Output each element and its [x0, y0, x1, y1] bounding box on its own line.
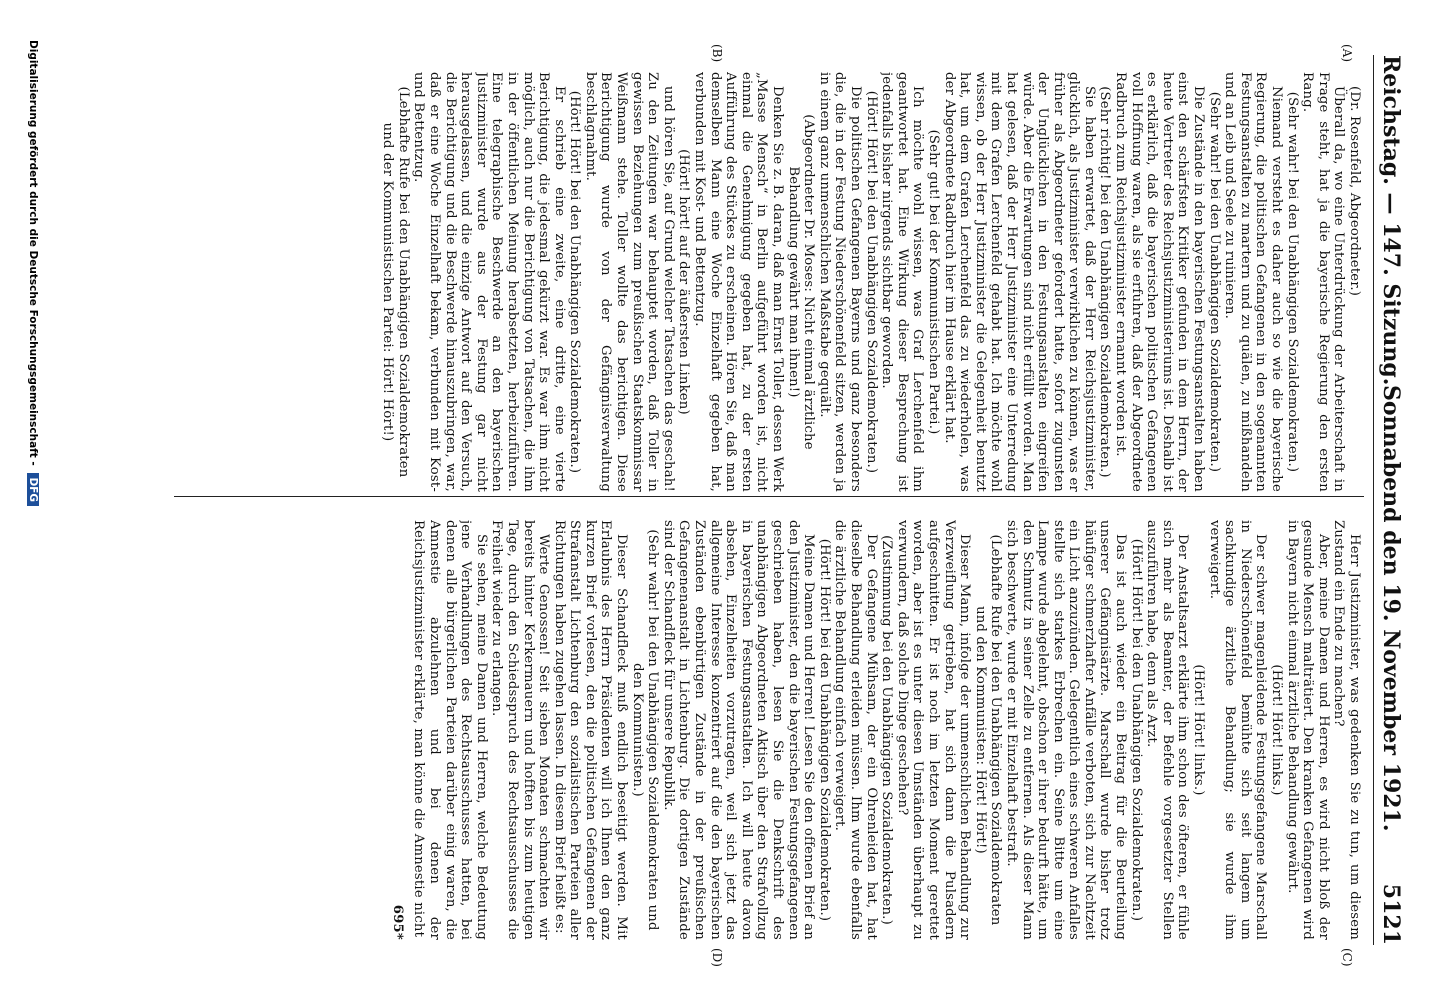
- paragraph: Werte Genossen! Seit sieben Monaten schmachten wir bereits hinter Kerkermauern und hofften bis zum heutigen Tage, durch den Schiedsspruch des Rechtsausschusses die Freiheit wieder zu erlangen.: [489, 520, 552, 940]
- paragraph: Aber, meine Damen und Herren, es wird nicht bloß der gesunde Mensch malträtiert. Den kranken Gefangenen wird in Bayern nicht einmal ärztliche Behandlung gewährt.: [1284, 520, 1331, 940]
- paragraph: Sie sehen, meine Damen und Herren, welche Bedeutung jene Verhandlungen des Rechtsausschusses hatten, bei denen alle bürgerlichen Parteien darüber einig waren, die Amnestie abzulehnen und bei denen der Reichsjustizminister erklärte, man könne die Amnestie nicht: [411, 520, 489, 940]
- paragraph: Das ist auch wieder ein Beitrag für die Beurteilung unserer Gefängnisärzte. Marschall wurde bisher trotz häufiger schmerzhafter Anfälle verboten, sich zur Nachtzeit ein Licht anzuzünden. Gelegentlich eines schweren Anfalles stellte sich starkes Erbrechen ein. Seine Bitte um eine Lampe wurde abgelehnt, obschon er ihrer bedurft hätte, um den Schmutz in seiner Zelle zu entfernen. Als dieser Mann sich beschwerte, wurde er mit Einzelhaft bestraft.: [1003, 520, 1129, 940]
- paragraph: Dieser Mann, infolge der unmenschlichen Behandlung zur Verzweiflung getrieben, hat sich dann die Pulsadern aufgeschnitten. Er ist noch im letzten Moment gerettet worden, aber ist es unter diesen Umständen überhaupt zu verwundern, daß solche Dinge geschehen?: [894, 520, 973, 940]
- paragraph: Die Zustände in den bayerischen Festungsanstalten haben einst den schärfsten Kritiker gefunden in dem Herrn, der heute Vertreter des Reichsjustizministeriums ist. Deshalb ist es erklärlich, daß die bayerischen politischen Gefangenen voll Hoffnung waren, als sie erfuhren, daß der Abgeordnete Radbruch zum Reichsjustizminister ernannt worden ist.: [1113, 72, 1207, 492]
- paragraph: Dieser Schandfleck muß endlich beseitigt werden. Mit Erlaubnis des Herrn Präsidenten will ich Ihnen den ganz kurzen Brief vorlesen, den die politischen Gefangenen der Strafanstalt Lichtenburg den sozialistischen Parteien aller Richtungen haben zugehen lassen. In diesem Brief heißt es:: [551, 520, 630, 940]
- digitization-footer: [27, 40, 39, 1000]
- page-header: [1373, 55, 1406, 945]
- paragraph: Sie haben erwartet, daß der Herr Reichsjustizminister, glücklich, als Justizminister verwirklichen zu können, was er früher als Abgeordneter gefordert hatte, sofort zugunsten der Unglücklichen in den Festungsanstalten eingreifen würde. Aber die Erwartungen sind nicht erfüllt worden. Man hat gelesen, daß der Herr Justizminister eine Unterredung mit dem Grafen Lerchenfeld gehabt hat. Ich möchte wohl wissen, ob der Herr Justizminister die Gelegenheit benutzt hat, um dem Grafen Lerchenfeld das zu wiederholen, was der Abgeordnete Radbruch hier im Hause erklärt hat.: [941, 72, 1097, 492]
- interjection: (Zustimmung bei den Unabhängigen Sozialdemokraten.): [879, 535, 895, 925]
- interjection: (Hört! hört! auf der äußersten Linken): [676, 149, 692, 415]
- interjection: (Sehr wahr! bei den Unabhängigen Sozialdemokraten.): [1284, 91, 1300, 473]
- interjection: (Sehr richtig! bei den Unabhängigen Sozialdemokraten.): [1097, 86, 1113, 478]
- interjection: (Sehr gut! bei der Kommunistischen Partei.): [925, 129, 941, 435]
- dfg-logo: DFG: [27, 473, 39, 506]
- interjection: (Lebhafte Rufe bei den Unabhängigen Sozialdemokraten und den Kommunisten: Hört! Hört!): [972, 534, 1004, 926]
- paragraph: Ich möchte wohl wissen, was Graf Lerchenfeld ihm geantwortet hat. Eine Wirkung dieser Besprechung ist jedenfalls bisher nirgends sichtbar geworden.: [879, 72, 926, 492]
- interjection: (Hört! Hört! bei den Unabhängigen Sozialdemokraten.): [816, 538, 832, 922]
- margin-marker-d: (D): [710, 948, 724, 967]
- interjection: (Hört! Hört! bei den Unabhängigen Sozialdemokraten.): [863, 90, 879, 474]
- interjection: (Hört! Hört! bei den Unabhängigen Sozialdemokraten.): [1128, 538, 1144, 922]
- interjection: (Abgeordneter Dr. Moses: Nicht einmal ärztliche Behandlung gewährt man ihnen!): [785, 114, 817, 450]
- header-left: Reichstag. — 147. Sitzung.: [1378, 55, 1404, 386]
- margin-marker-a: (A): [1340, 44, 1354, 63]
- interjection: (Sehr wahr! bei den Unabhängigen Sozialdemokraten und den Kommunisten.): [629, 529, 661, 931]
- paragraph: Meine Damen und Herren! Lesen Sie den offenen Brief an den Justizminister, den die bayerischen Festungsgefangenen geschrieben haben, lesen Sie die Denkschrift des unabhängigen Abgeordneten Aktisch über den Strafvollzug in bayerischen Festungsanstalten. Ich will heute davon absehen, Einzelheiten vorzutragen, weil sich jetzt das allgemeine Interesse konzentriert auf die den bayerischen Zuständen ebenbürtigen Zustände in der preußischen Gefangenenanstalt in Lichtenburg. Die dortigen Zustände sind der Schandfleck für unsere Republik.: [660, 520, 817, 940]
- paragraph: und hören Sie, auf Grund welcher Tatsachen das geschah! Zu den Zeitungen war behauptet worden, daß Toller in gewissen Beziehungen zum preußischen Staatskommissar Weißmann stehe. Toller wollte das berichtigen. Diese Berichtigung wurde von der Gefängnisverwaltung beschlagnahmt.: [582, 72, 676, 492]
- footer-text: Digitalisierung gefördert durch die Deutsche Forschungsgemeinschaft -: [27, 40, 39, 466]
- column-divider: [174, 496, 1364, 497]
- signature-mark: 695*: [389, 904, 405, 940]
- interjection: (Hört! Hört! links.): [1191, 664, 1207, 796]
- paragraph: Der Anstaltsarzt erklärte ihm schon des öfteren, er fühle sich mehr als Beamter, der Befehle vorgesetzter Stellen auszuführen habe, denn als Arzt.: [1144, 520, 1191, 940]
- paragraph: Der schwer magenleidende Festungsgefangene Marschall in Niederschönenfeld bemühte sich seit langem um sachkundige ärztliche Behandlung; sie wurde ihm verweigert.: [1206, 520, 1269, 940]
- paragraph: Herr Justizminister, was gedenken Sie zu tun, um diesem Zustand ein Ende zu machen?: [1331, 520, 1362, 940]
- margin-marker-c: (C): [1340, 948, 1354, 967]
- interjection: (Sehr wahr! bei den Unabhängigen Sozialdemokraten.): [1206, 91, 1222, 473]
- paragraph: Denken Sie z. B. daran, daß man Ernst Toller, dessen Werk „Masse Mensch“ in Berlin aufgeführt worden ist, nicht einmal die Genehmigung gegeben hat, zu der ersten Aufführung des Stückes zu erscheinen. Hören Sie, daß man demselben Mann eine Woche Einzelhaft gegeben hat, verbunden mit Kost- und Bettentzug.: [692, 72, 786, 492]
- paragraph: Die politischen Gefangenen Bayerns und ganz besonders die, die in der Festung Niederschönenfeld sitzen, werden ja in einem ganz unmenschlichen Maßstabe gequält.: [816, 72, 863, 492]
- interjection: (Hört! Hört! links.): [1269, 664, 1285, 796]
- interjection: (Hört! Hört! bei den Unabhängigen Sozialdemokraten.): [567, 90, 583, 474]
- margin-marker-b: (B): [710, 44, 724, 63]
- paragraph: Der Gefangene Mühsam, der ein Ohrenleiden hat, hat dieselbe Behandlung erleiden müssen. Ihm wurde ebenfalls die ärztliche Behandlung einfach verweigert.: [832, 520, 879, 940]
- paragraph: Er schrieb eine zweite, eine dritte, eine vierte Berichtigung, die jedesmal gekürzt war. Es war ihm nicht möglich, auch nur die Berichtigung von Tatsachen, die ihm in der öffentlichen Meinung herabsetzten, herbeizuführen. Eine telegraphische Beschwerde an den bayerischen Justizminister wurde aus der Festung gar nicht herausgelassen, und die einzige Antwort auf den Versuch, die Berichtigung und die Beschwerde hinauszubringen, war, daß er eine Woche Einzelhaft bekam, verbunden mit Kost- und Bettentzug.: [411, 72, 567, 492]
- paragraph: Überall da, wo eine Unterdrückung der Arbeiterschaft in Frage steht, hat ja die bayerische Regierung den ersten Rang.: [1300, 72, 1347, 492]
- interjection: (Lebhafte Rufe bei den Unabhängigen Sozialdemokraten und der Kommunistischen Partei: Hört! Hört!): [380, 86, 411, 478]
- left-column: [177, 72, 1362, 492]
- right-column: [177, 520, 1362, 940]
- page-number: 5121: [1378, 883, 1404, 945]
- paragraph: (Dr. Rosenfeld, Abgeordneter.): [1347, 86, 1362, 297]
- header-date: Sonnabend den 19. November 1921.: [1378, 385, 1404, 832]
- paragraph: Niemand versteht es daher auch so wie die bayerische Regierung, die politischen Gefangenen in den sogenannten Festungsanstalten zu martern und zu quälen, zu mißhandeln und an Leib und Seele zu ruinieren.: [1222, 72, 1285, 492]
